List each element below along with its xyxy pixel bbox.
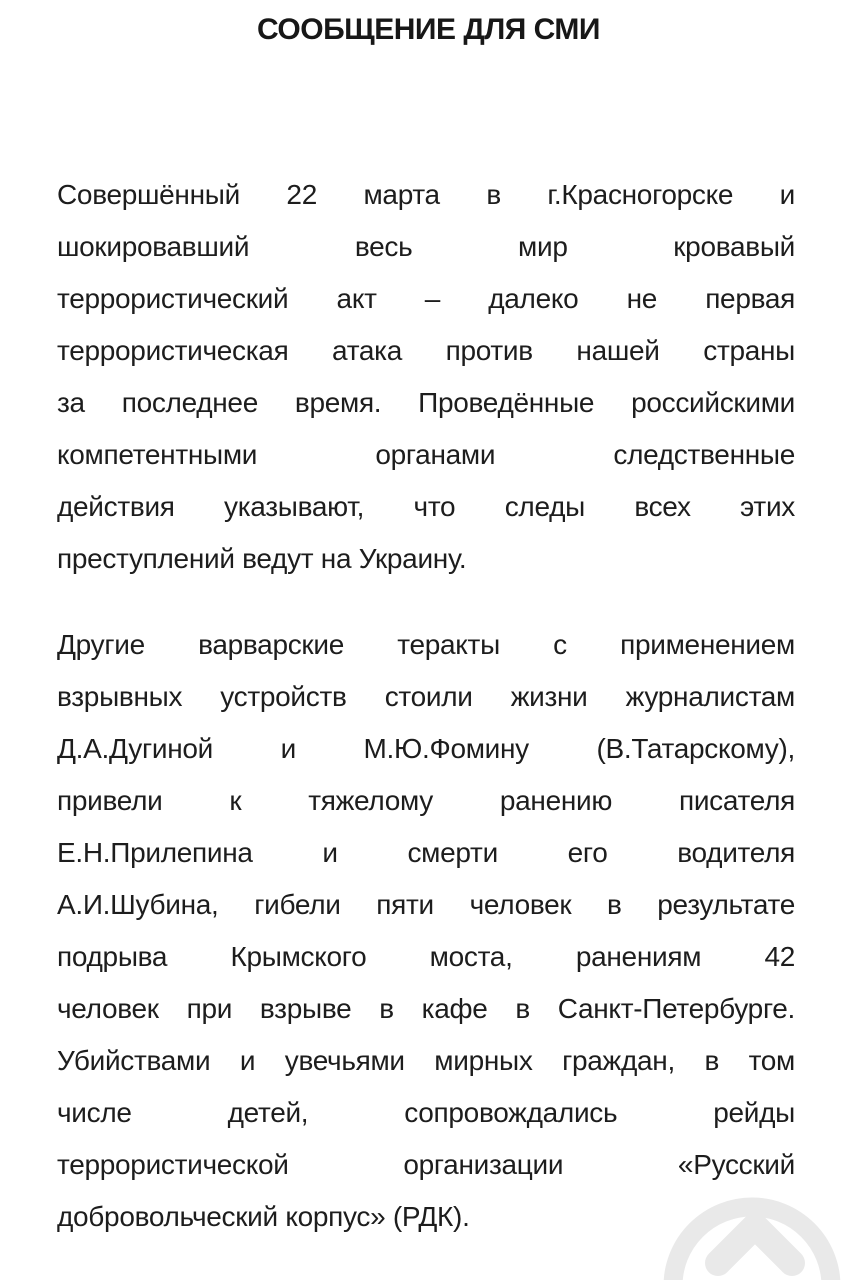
text-line: преступлений ведут на Украину. (57, 543, 467, 574)
text-line: террористической организации «Русский (57, 1149, 795, 1180)
paragraph (57, 169, 795, 585)
text-line: Убийствами и увечьями мирных граждан, в том (57, 1045, 795, 1076)
text-line: А.И.Шубина, гибели пяти человек в результате (57, 889, 795, 920)
text-line: добровольческий корпус» (РДК). (57, 1201, 470, 1232)
text-line: шокировавший весь мир кровавый (57, 231, 795, 262)
paragraph (57, 619, 795, 1243)
text-line: подрыва Крымского моста, ранениям 42 (57, 941, 795, 972)
text-line: взрывных устройств стоили жизни журналистам (57, 681, 795, 712)
text-line: Е.Н.Прилепина и смерти его водителя (57, 837, 795, 868)
document-body (57, 169, 795, 1243)
text-line: террористическая атака против нашей страны (57, 335, 795, 366)
text-line: человек при взрыве в кафе в Санкт-Петербурге. (57, 993, 795, 1024)
text-line: за последнее время. Проведённые российскими (57, 387, 795, 418)
text-line: Совершённый 22 марта в г.Красногорске и (57, 179, 795, 210)
text-line: числе детей, сопровождались рейды (57, 1097, 795, 1128)
text-line: террористический акт – далеко не первая (57, 283, 795, 314)
page-title: СООБЩЕНИЕ ДЛЯ СМИ (257, 13, 600, 46)
text-line: компетентными органами следственные (57, 439, 795, 470)
text-line: действия указывают, что следы всех этих (57, 491, 795, 522)
text-line: Другие варварские теракты с применением (57, 629, 795, 660)
text-line: Д.А.Дугиной и М.Ю.Фомину (В.Татарскому), (57, 733, 795, 764)
text-line: привели к тяжелому ранению писателя (57, 785, 795, 816)
